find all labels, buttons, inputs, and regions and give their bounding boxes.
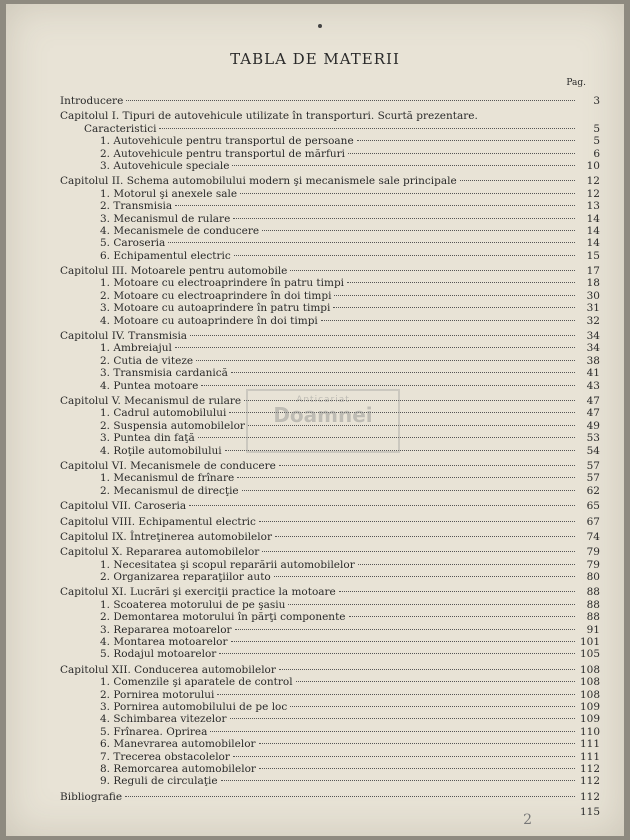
toc-entry-title: 2. Cutia de viteze xyxy=(100,354,194,367)
toc-entry-title: Capitolul V. Mecanismul de rulare xyxy=(60,394,242,407)
toc-entry-title: 1. Motoare cu electroaprindere în patru timpi xyxy=(100,277,345,290)
toc-page-number: 6 xyxy=(593,147,600,160)
toc-entry xyxy=(60,791,600,803)
toc-subentry xyxy=(60,472,600,484)
toc-subentry xyxy=(60,200,600,212)
toc-page-number: 112 xyxy=(579,790,600,803)
toc-entry-title: 2. Pornirea motorului xyxy=(100,688,215,701)
toc-entry-title: 4. Mecanismele de conducere xyxy=(100,224,260,237)
toc-page-number: 38 xyxy=(586,354,600,367)
toc-page-number: 91 xyxy=(586,623,600,636)
dot-leader xyxy=(460,180,575,181)
toc-entry-title: Capitolul VIII. Echipamentul electric xyxy=(60,515,256,528)
toc-subentry xyxy=(60,751,600,763)
dot-leader xyxy=(168,242,575,243)
toc-entry-title: 1. Mecanismul de frînare xyxy=(100,472,235,485)
toc-page-number: 112 xyxy=(579,762,600,775)
toc-entry-title: 4. Roţile automobilului xyxy=(100,444,222,457)
toc-entry-title: 3. Transmisia cardanică xyxy=(100,367,228,380)
dot-leader xyxy=(175,205,575,206)
toc-page-number: 110 xyxy=(579,725,600,738)
dot-leader xyxy=(333,307,575,308)
dot-leader xyxy=(347,282,575,283)
dot-leader xyxy=(259,743,575,744)
toc-page-number: 3 xyxy=(593,95,600,107)
dot-leader xyxy=(290,270,575,271)
dot-leader xyxy=(189,505,575,506)
toc-page-number: 30 xyxy=(586,289,600,302)
toc-entry-title: 6. Manevrarea automobilelor xyxy=(100,738,256,751)
toc-subentry xyxy=(60,160,600,172)
toc-page-number: 111 xyxy=(579,738,600,751)
toc-entry-title: 2. Suspensia automobilelor xyxy=(100,419,245,432)
toc-page-number: 109 xyxy=(579,713,600,726)
dot-leader xyxy=(219,653,575,654)
toc-entry-title: Capitolul XI. Lucrări şi exerciţii practice la motoare xyxy=(60,586,336,599)
toc-entry-title: 2. Motoare cu electroaprindere în doi timpi xyxy=(100,289,332,302)
toc-page-number: 31 xyxy=(586,302,600,315)
toc-entry-title: Capitolul VII. Caroseria xyxy=(60,500,187,513)
dot-leader xyxy=(234,255,575,256)
toc-entry-title: 5. Frînarea. Oprirea xyxy=(100,725,208,738)
dot-leader xyxy=(233,218,575,219)
toc-subentry xyxy=(60,701,600,713)
toc-page-number: 115 xyxy=(579,806,600,819)
toc-entry-title: 1. Cadrul automobilului xyxy=(100,407,227,420)
toc-page-number: 79 xyxy=(586,558,600,571)
toc-page-number: 34 xyxy=(586,342,600,355)
dot-leader xyxy=(221,780,575,781)
toc-page-number: 12 xyxy=(586,187,600,200)
dot-leader xyxy=(262,230,575,231)
toc-entry-title: Capitolul IX. Întreţinerea automobilelor xyxy=(60,530,272,543)
dot-leader xyxy=(159,128,575,129)
toc-page-number: 88 xyxy=(586,586,600,599)
toc-page-number: 34 xyxy=(586,330,600,343)
toc-page-number: 14 xyxy=(586,237,600,250)
toc-page-number: 62 xyxy=(586,484,600,497)
dot-leader xyxy=(259,521,575,522)
toc-page-number: 47 xyxy=(586,394,600,407)
toc-entry-title: 4. Puntea motoare xyxy=(100,379,199,392)
toc-page-number: 5 xyxy=(593,122,600,135)
toc-entry xyxy=(60,806,600,818)
toc-subentry xyxy=(60,277,600,289)
toc-entry-title: 3. Puntea din faţă xyxy=(100,432,195,445)
toc-subentry xyxy=(60,188,600,200)
toc-subentry xyxy=(60,250,600,262)
watermark-main-text: Doamnei xyxy=(273,403,373,427)
dot-leader xyxy=(321,320,575,321)
toc-entry-title: Capitolul X. Repararea automobilelor xyxy=(60,546,260,559)
toc-entry xyxy=(60,460,600,472)
toc-page-number: 43 xyxy=(586,379,600,392)
toc-page-number: 74 xyxy=(586,530,600,543)
dot-leader xyxy=(259,768,575,769)
toc-subentry xyxy=(60,315,600,327)
toc-subentry xyxy=(60,726,600,738)
toc-page-number: 14 xyxy=(586,212,600,225)
dot-leader xyxy=(288,604,575,605)
toc-entry xyxy=(60,516,600,528)
toc-page-number: 88 xyxy=(586,611,600,624)
dot-leader xyxy=(349,616,575,617)
dot-leader xyxy=(232,165,575,166)
dot-leader xyxy=(125,796,575,797)
toc-page-number: 13 xyxy=(586,200,600,213)
dot-leader xyxy=(126,100,575,101)
toc-entry-title: 4. Motoare cu autoaprindere în doi timpi xyxy=(100,314,318,327)
toc-subentry xyxy=(60,355,600,367)
toc-page-number: 65 xyxy=(586,500,600,513)
toc-subentry xyxy=(60,213,600,225)
toc-subentry xyxy=(60,648,600,660)
dot-leader xyxy=(290,706,575,707)
toc-entry xyxy=(60,546,600,558)
toc-page-number: 57 xyxy=(586,459,600,472)
toc-page-number: 18 xyxy=(586,277,600,290)
toc-entry xyxy=(60,123,600,135)
toc-entry-title: 1. Scoaterea motorului de pe şasiu xyxy=(100,598,286,611)
dot-leader xyxy=(279,465,575,466)
toc-subentry xyxy=(60,135,600,147)
toc-entry xyxy=(60,531,600,543)
toc-subentry xyxy=(60,676,600,688)
toc-page-number: 12 xyxy=(586,175,600,188)
toc-page-number: 32 xyxy=(586,314,600,327)
toc-entry-title: 1. Comenzile şi aparatele de control xyxy=(100,676,293,689)
toc-subentry xyxy=(60,571,600,583)
toc-entry-title: 4. Montarea motoarelor xyxy=(100,636,228,649)
toc-entry-title: 3. Pornirea automobilului de pe loc xyxy=(100,700,288,713)
toc-entry xyxy=(60,330,600,342)
toc-entry xyxy=(60,664,600,676)
toc-subentry xyxy=(60,225,600,237)
toc-entry xyxy=(60,586,600,598)
toc-entry-title: Capitolul IV. Transmisia xyxy=(60,330,188,343)
page-title: TABLA DE MATERII xyxy=(230,50,400,68)
toc-entry xyxy=(60,110,600,122)
dot-leader xyxy=(296,681,575,682)
toc-subentry xyxy=(60,342,600,354)
toc-page-number: 67 xyxy=(586,515,600,528)
toc-page-number: 49 xyxy=(586,419,600,432)
toc-entry-title: 8. Remorcarea automobilelor xyxy=(100,762,256,775)
toc-page-number: 80 xyxy=(586,571,600,584)
toc-page-number: 88 xyxy=(586,598,600,611)
dot-leader xyxy=(231,372,575,373)
toc-entry-title: 3. Autovehicule speciale xyxy=(100,159,230,172)
toc-page-number: 109 xyxy=(579,700,600,713)
dot-leader xyxy=(237,477,575,478)
toc-entry-title: 6. Echipamentul electric xyxy=(100,249,231,262)
toc-subentry xyxy=(60,367,600,379)
dot-leader xyxy=(230,718,576,719)
toc-entry-title: Capitolul I. Tipuri de autovehicule utilizate în transporturi. Scurtă prezentare. xyxy=(60,110,478,123)
dot-leader xyxy=(339,591,575,592)
toc-entry-title: Bibliografie xyxy=(60,790,123,803)
table-of-contents xyxy=(60,95,600,818)
toc-page-number: 15 xyxy=(586,249,600,262)
toc-entry-title: 1. Motorul şi anexele sale xyxy=(100,187,238,200)
dot-leader xyxy=(274,576,575,577)
toc-subentry xyxy=(60,713,600,725)
dot-leader xyxy=(217,694,575,695)
toc-entry-title: Introducere xyxy=(60,95,124,107)
toc-entry-title: Capitolul XII. Conducerea automobilelor xyxy=(60,663,276,676)
dot-leader xyxy=(240,193,575,194)
dot-leader xyxy=(334,295,575,296)
toc-subentry xyxy=(60,237,600,249)
dot-leader xyxy=(357,140,575,141)
toc-entry-title: Capitolul III. Motoarele pentru automobile xyxy=(60,265,288,278)
toc-entry-title: 3. Repararea motoarelor xyxy=(100,623,232,636)
toc-subentry xyxy=(60,599,600,611)
toc-page-number: 17 xyxy=(586,265,600,278)
toc-entry-title: 9. Reguli de circulaţie xyxy=(100,775,218,788)
toc-entry-title: 1. Necesitatea şi scopul reparării automobilelor xyxy=(100,558,355,571)
toc-page-number: 54 xyxy=(586,444,600,457)
book-page xyxy=(6,4,624,836)
toc-entry-title: 2. Autovehicule pentru transportul de mărfuri xyxy=(100,147,346,160)
toc-entry xyxy=(60,95,600,107)
toc-entry-title: 1. Autovehicule pentru transportul de persoane xyxy=(100,135,354,148)
toc-page-number: 105 xyxy=(579,648,600,661)
toc-page-number: 108 xyxy=(579,663,600,676)
toc-page-number: 47 xyxy=(586,407,600,420)
toc-page-number: 53 xyxy=(586,432,600,445)
toc-subentry xyxy=(60,559,600,571)
dot-leader xyxy=(201,385,575,386)
toc-entry-title: 5. Rodajul motoarelor xyxy=(100,648,217,661)
toc-entry-title: 7. Trecerea obstacolelor xyxy=(100,750,230,763)
toc-entry-title: 2. Transmisia xyxy=(100,200,173,213)
watermark-top-text: Anticariat xyxy=(296,395,350,405)
toc-entry xyxy=(60,500,600,512)
page-column-header: Pag. xyxy=(566,78,586,88)
toc-entry-title: 5. Caroseria xyxy=(100,237,166,250)
toc-page-number: 57 xyxy=(586,472,600,485)
dot-leader xyxy=(262,551,575,552)
dot-leader xyxy=(210,731,575,732)
ink-dot xyxy=(318,24,322,28)
toc-entry-title: Caracteristici xyxy=(84,122,157,135)
toc-subentry xyxy=(60,485,600,497)
toc-entry xyxy=(60,175,600,187)
dot-leader xyxy=(231,641,575,642)
dot-leader xyxy=(275,536,575,537)
dot-leader xyxy=(348,153,575,154)
toc-entry-title: 2. Demontarea motorului în părţi componente xyxy=(100,611,346,624)
toc-entry xyxy=(60,265,600,277)
toc-page-number: 108 xyxy=(579,688,600,701)
dot-leader xyxy=(358,564,575,565)
toc-entry-title: Capitolul II. Schema automobilului modern şi mecanismele sale principale xyxy=(60,175,457,188)
toc-page-number: 41 xyxy=(586,367,600,380)
watermark-logo xyxy=(246,389,400,453)
toc-subentry xyxy=(60,763,600,775)
dot-leader xyxy=(233,756,575,757)
toc-subentry xyxy=(60,775,600,787)
toc-entry-title: Capitolul VI. Mecanismele de conducere xyxy=(60,459,276,472)
toc-entry-title: 3. Mecanismul de rulare xyxy=(100,212,231,225)
dot-leader xyxy=(175,347,575,348)
toc-subentry xyxy=(60,689,600,701)
toc-subentry xyxy=(60,624,600,636)
toc-entry-title: 2. Mecanismul de direcţie xyxy=(100,484,239,497)
toc-page-number: 14 xyxy=(586,224,600,237)
toc-page-number: 101 xyxy=(579,636,600,649)
toc-entry-title: 4. Schimbarea vitezelor xyxy=(100,713,227,726)
toc-subentry xyxy=(60,302,600,314)
pencil-mark: 2 xyxy=(523,812,532,828)
toc-subentry xyxy=(60,148,600,160)
toc-page-number: 111 xyxy=(579,750,600,763)
toc-page-number: 112 xyxy=(579,775,600,788)
dot-leader xyxy=(190,335,575,336)
toc-entry-title: 3. Motoare cu autoaprindere în patru timpi xyxy=(100,302,331,315)
toc-entry-title: 2. Organizarea reparaţiilor auto xyxy=(100,571,271,584)
dot-leader xyxy=(242,490,575,491)
toc-page-number: 5 xyxy=(593,135,600,148)
dot-leader xyxy=(235,629,575,630)
toc-page-number: 108 xyxy=(579,676,600,689)
dot-leader xyxy=(196,360,575,361)
toc-page-number: 10 xyxy=(586,159,600,172)
toc-subentry xyxy=(60,738,600,750)
toc-subentry xyxy=(60,611,600,623)
toc-entry-title: 1. Ambreiajul xyxy=(100,342,172,355)
dot-leader xyxy=(279,669,575,670)
toc-subentry xyxy=(60,290,600,302)
toc-page-number: 79 xyxy=(586,546,600,559)
toc-subentry xyxy=(60,636,600,648)
